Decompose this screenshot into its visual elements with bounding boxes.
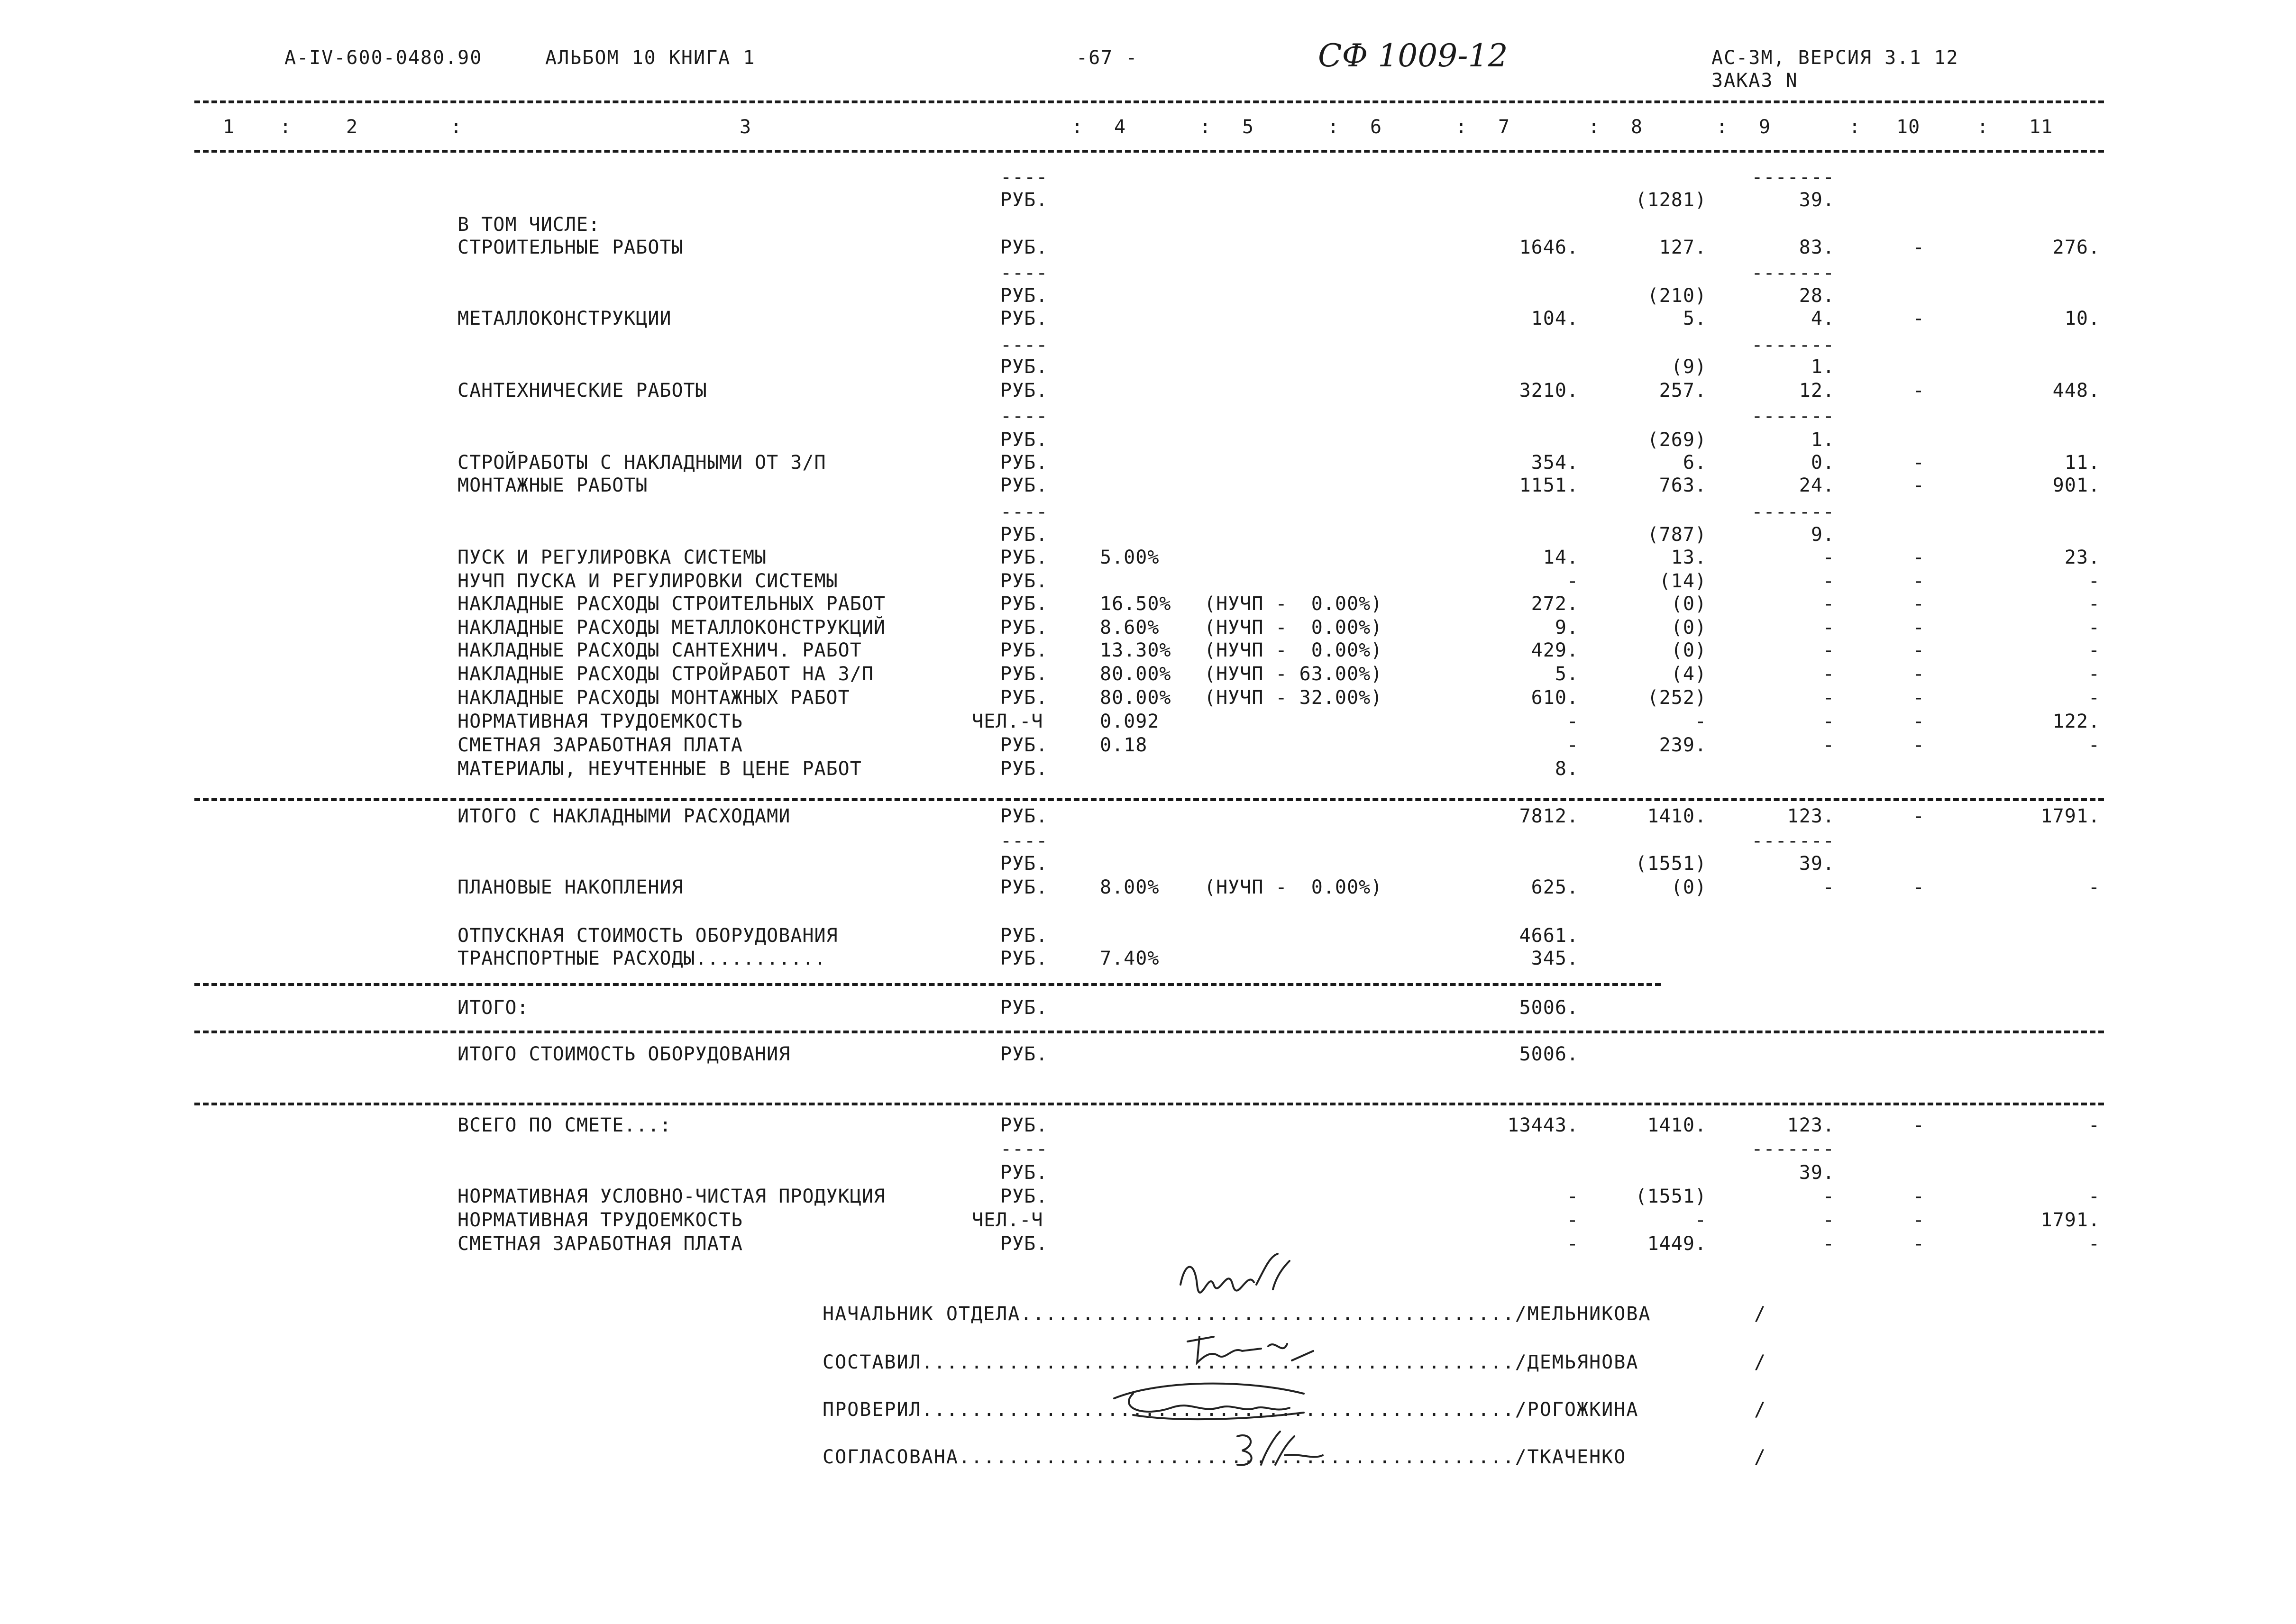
- row-col9: -: [1822, 639, 1835, 661]
- row-col10: -: [1912, 687, 1925, 709]
- row-unit: РУБ.: [1000, 948, 1048, 969]
- row-name: НАКЛАДНЫЕ РАСХОДЫ СТРОЙРАБОТ НА З/П: [457, 663, 874, 685]
- row-col7: 1646.: [1519, 237, 1579, 258]
- column-separator: :: [1199, 116, 1212, 138]
- row-unit: РУБ.: [1000, 663, 1048, 685]
- row-name: В ТОМ ЧИСЛЕ:: [457, 214, 600, 236]
- row-col8: (0): [1671, 617, 1707, 639]
- row-col11: -: [2088, 1233, 2100, 1255]
- row-col10: -: [1912, 452, 1925, 474]
- row-col9: 4.: [1811, 308, 1835, 329]
- row-unit: РУБ.: [1000, 356, 1048, 378]
- row-name: ИТОГО С НАКЛАДНЫМИ РАСХОДАМИ: [457, 805, 791, 827]
- row-unit: РУБ.: [1000, 997, 1048, 1019]
- row-col11: 11.: [2064, 452, 2100, 474]
- row-name: НАКЛАДНЫЕ РАСХОДЫ МЕТАЛЛОКОНСТРУКЦИЙ: [457, 617, 886, 639]
- rule-after-itogo: [194, 1031, 2104, 1033]
- row-col7: 7812.: [1519, 805, 1579, 827]
- row-name: СТРОИТЕЛЬНЫЕ РАБОТЫ: [457, 237, 684, 258]
- row-col9: -------: [1751, 830, 1835, 852]
- row-col9: 123.: [1787, 805, 1835, 827]
- row-col9: -: [1822, 570, 1835, 592]
- row-col11: 23.: [2064, 547, 2100, 568]
- row-overhead-note: (НУЧП - 0.00%): [1204, 876, 1383, 898]
- row-col8: -: [1694, 1209, 1707, 1231]
- row-col8: (1281): [1635, 189, 1707, 211]
- row-col9: -------: [1751, 262, 1835, 284]
- row-unit: РУБ.: [1000, 237, 1048, 258]
- row-unit: РУБ.: [1000, 308, 1048, 329]
- row-unit: РУБ.: [1000, 617, 1048, 639]
- row-col8: 127.: [1659, 237, 1707, 258]
- row-name: НУЧП ПУСКА И РЕГУЛИРОВКИ СИСТЕМЫ: [457, 570, 838, 592]
- row-col8: 1410.: [1647, 1114, 1707, 1136]
- row-col10: -: [1912, 593, 1925, 615]
- row-rate: 80.00%: [1100, 663, 1171, 685]
- column-separator: :: [1849, 116, 1861, 138]
- column-separator: :: [1716, 116, 1729, 138]
- row-unit: РУБ.: [1000, 853, 1048, 875]
- column-separator: :: [1977, 116, 1989, 138]
- column-separator: :: [1588, 116, 1601, 138]
- row-name: НОРМАТИВНАЯ ТРУДОЕМКОСТЬ: [457, 711, 743, 732]
- column-number: 11: [2029, 116, 2053, 138]
- row-name: ОТПУСКНАЯ СТОИМОСТЬ ОБОРУДОВАНИЯ: [457, 925, 838, 947]
- signature-line: СОСТАВИЛ................................................/ДЕМЬЯНОВА: [823, 1351, 1639, 1373]
- row-col10: -: [1912, 805, 1925, 827]
- row-col11: -: [2088, 570, 2100, 592]
- row-name: СМЕТНАЯ ЗАРАБОТНАЯ ПЛАТА: [457, 734, 743, 756]
- row-name: СТРОЙРАБОТЫ С НАКЛАДНЫМИ ОТ З/П: [457, 452, 826, 474]
- row-name: ИТОГО:: [457, 997, 529, 1019]
- row-unit: РУБ.: [1000, 1114, 1048, 1136]
- row-col10: -: [1912, 1186, 1925, 1207]
- row-col7: 8.: [1555, 758, 1579, 780]
- row-col11: -: [2088, 734, 2100, 756]
- row-rate: 7.40%: [1100, 948, 1160, 969]
- row-unit: РУБ.: [1000, 429, 1048, 451]
- column-number: 5: [1242, 116, 1254, 138]
- row-unit: РУБ.: [1000, 1043, 1048, 1065]
- row-col9: -: [1822, 547, 1835, 568]
- row-col11: 276.: [2052, 237, 2100, 258]
- signature-slash: /: [1754, 1303, 1766, 1325]
- row-name: СМЕТНАЯ ЗАРАБОТНАЯ ПЛАТА: [457, 1233, 743, 1255]
- row-col8: (4): [1671, 663, 1707, 685]
- row-name: НАКЛАДНЫЕ РАСХОДЫ СТРОИТЕЛЬНЫХ РАБОТ: [457, 593, 886, 615]
- row-col11: -: [2088, 593, 2100, 615]
- order-label: ЗАКАЗ N: [1711, 70, 1798, 91]
- row-col8: (1551): [1635, 1186, 1707, 1207]
- row-col8: (1551): [1635, 853, 1707, 875]
- row-unit: РУБ.: [1000, 758, 1048, 780]
- row-name: МАТЕРИАЛЫ, НЕУЧТЕННЫЕ В ЦЕНЕ РАБОТ: [457, 758, 862, 780]
- row-name: ТРАНСПОРТНЫЕ РАСХОДЫ...........: [457, 948, 826, 969]
- row-name: МЕТАЛЛОКОНСТРУКЦИИ: [457, 308, 672, 329]
- row-col8: 13.: [1671, 547, 1707, 568]
- row-col7: -: [1566, 1209, 1579, 1231]
- signature-slash: /: [1754, 1399, 1766, 1421]
- column-number: 6: [1370, 116, 1382, 138]
- row-name: САНТЕХНИЧЕСКИЕ РАБОТЫ: [457, 380, 707, 401]
- column-number: 10: [1896, 116, 1921, 138]
- row-col11: -: [2088, 617, 2100, 639]
- row-col9: -------: [1751, 1138, 1835, 1160]
- header-top-rule: [194, 100, 2104, 103]
- row-name: ИТОГО СТОИМОСТЬ ОБОРУДОВАНИЯ: [457, 1043, 791, 1065]
- row-rate: 0.092: [1100, 711, 1160, 732]
- row-col9: -: [1822, 876, 1835, 898]
- row-unit: РУБ.: [1000, 805, 1048, 827]
- row-col9: -: [1822, 1233, 1835, 1255]
- row-col10: -: [1912, 617, 1925, 639]
- column-number: 4: [1114, 116, 1126, 138]
- column-separator: :: [280, 116, 292, 138]
- row-col7: 610.: [1531, 687, 1579, 709]
- row-name: ПЛАНОВЫЕ НАКОПЛЕНИЯ: [457, 876, 684, 898]
- row-unit: РУБ.: [1000, 1186, 1048, 1207]
- row-col11: 1791.: [2040, 1209, 2100, 1231]
- row-col8: 6.: [1683, 452, 1707, 474]
- row-col11: -: [2088, 876, 2100, 898]
- row-col9: -------: [1751, 166, 1835, 188]
- row-col8: (14): [1659, 570, 1707, 592]
- row-name: МОНТАЖНЫЕ РАБОТЫ: [457, 474, 648, 496]
- row-name: НОРМАТИВНАЯ УСЛОВНО-ЧИСТАЯ ПРОДУКЦИЯ: [457, 1186, 886, 1207]
- row-col10: -: [1912, 639, 1925, 661]
- row-col7: 354.: [1531, 452, 1579, 474]
- row-col7: 13443.: [1507, 1114, 1579, 1136]
- row-col9: -: [1822, 1209, 1835, 1231]
- row-unit: ----: [1000, 830, 1048, 852]
- rule-before-totals: [194, 798, 2104, 801]
- row-col7: 429.: [1531, 639, 1579, 661]
- row-col9: -: [1822, 663, 1835, 685]
- row-unit: РУБ.: [1000, 380, 1048, 401]
- column-number: 1: [223, 116, 235, 138]
- row-unit: ----: [1000, 334, 1048, 356]
- row-unit: РУБ.: [1000, 570, 1048, 592]
- row-col8: (0): [1671, 639, 1707, 661]
- row-overhead-note: (НУЧП - 32.00%): [1204, 687, 1383, 709]
- row-col9: -: [1822, 687, 1835, 709]
- column-separator: :: [1071, 116, 1084, 138]
- row-col7: -: [1566, 570, 1579, 592]
- row-unit: ЧЕЛ.-Ч: [972, 1209, 1043, 1231]
- signature-line: ПРОВЕРИЛ................................................/РОГОЖКИНА: [823, 1399, 1639, 1421]
- row-col7: -: [1566, 711, 1579, 732]
- row-col11: 448.: [2052, 380, 2100, 401]
- row-col11: 901.: [2052, 474, 2100, 496]
- row-col11: -: [2088, 1114, 2100, 1136]
- row-col11: -: [2088, 639, 2100, 661]
- row-unit: РУБ.: [1000, 734, 1048, 756]
- row-unit: РУБ.: [1000, 876, 1048, 898]
- row-col11: 1791.: [2040, 805, 2100, 827]
- row-col8: (0): [1671, 593, 1707, 615]
- row-unit: РУБ.: [1000, 1233, 1048, 1255]
- row-col9: -: [1822, 593, 1835, 615]
- row-col10: -: [1912, 734, 1925, 756]
- row-unit: РУБ.: [1000, 1162, 1048, 1184]
- handwritten-signature: [1233, 1427, 1441, 1481]
- column-number: 8: [1631, 116, 1643, 138]
- row-unit: РУБ.: [1000, 452, 1048, 474]
- signature-line: СОГЛАСОВАНА............................................./ТКАЧЕНКО: [823, 1446, 1627, 1468]
- row-col9: -: [1822, 1186, 1835, 1207]
- row-col8: (252): [1647, 687, 1707, 709]
- row-name: НАКЛАДНЫЕ РАСХОДЫ МОНТАЖНЫХ РАБОТ: [457, 687, 850, 709]
- row-col11: -: [2088, 687, 2100, 709]
- row-col7: -: [1566, 1186, 1579, 1207]
- row-rate: 0.18: [1100, 734, 1148, 756]
- row-unit: РУБ.: [1000, 285, 1048, 307]
- column-number: 3: [740, 116, 752, 138]
- row-unit: РУБ.: [1000, 189, 1048, 211]
- rule-before-itogo: [194, 983, 1661, 986]
- row-unit: РУБ.: [1000, 639, 1048, 661]
- row-unit: ----: [1000, 501, 1048, 523]
- row-col9: -------: [1751, 334, 1835, 356]
- row-col7: 5.: [1555, 663, 1579, 685]
- column-separator: :: [1455, 116, 1468, 138]
- row-unit: РУБ.: [1000, 474, 1048, 496]
- row-name: НАКЛАДНЫЕ РАСХОДЫ САНТЕХНИЧ. РАБОТ: [457, 639, 862, 661]
- row-col9: 9.: [1811, 524, 1835, 546]
- row-col10: -: [1912, 711, 1925, 732]
- row-col10: -: [1912, 308, 1925, 329]
- row-col7: -: [1566, 734, 1579, 756]
- signature-slash: /: [1754, 1351, 1766, 1373]
- row-col9: 39.: [1799, 853, 1835, 875]
- row-col8: -: [1694, 711, 1707, 732]
- row-col11: 122.: [2052, 711, 2100, 732]
- row-col7: 1151.: [1519, 474, 1579, 496]
- row-col10: -: [1912, 1114, 1925, 1136]
- row-col9: 83.: [1799, 237, 1835, 258]
- row-rate: 80.00%: [1100, 687, 1171, 709]
- row-rate: 16.50%: [1100, 593, 1171, 615]
- row-col7: 272.: [1531, 593, 1579, 615]
- row-col7: -: [1566, 1233, 1579, 1255]
- row-col9: -: [1822, 711, 1835, 732]
- row-col7: 5006.: [1519, 997, 1579, 1019]
- row-overhead-note: (НУЧП - 0.00%): [1204, 639, 1383, 661]
- row-col9: -: [1822, 617, 1835, 639]
- row-col9: -: [1822, 734, 1835, 756]
- row-col10: -: [1912, 663, 1925, 685]
- row-unit: ----: [1000, 262, 1048, 284]
- row-overhead-note: (НУЧП - 63.00%): [1204, 663, 1383, 685]
- row-col8: 763.: [1659, 474, 1707, 496]
- row-col9: -------: [1751, 501, 1835, 523]
- row-col9: 1.: [1811, 429, 1835, 451]
- column-separator: :: [450, 116, 463, 138]
- row-col8: 1410.: [1647, 805, 1707, 827]
- signature-slash: /: [1754, 1446, 1766, 1468]
- row-col11: -: [2088, 663, 2100, 685]
- handwritten-signature: [1176, 1251, 1384, 1305]
- handwritten-code: СФ 1009-12: [1318, 37, 1508, 74]
- row-col9: 39.: [1799, 189, 1835, 211]
- row-col8: 5.: [1683, 308, 1707, 329]
- row-unit: РУБ.: [1000, 547, 1048, 568]
- row-col9: -------: [1751, 405, 1835, 427]
- row-col9: 123.: [1787, 1114, 1835, 1136]
- row-col9: 12.: [1799, 380, 1835, 401]
- row-overhead-note: (НУЧП - 0.00%): [1204, 593, 1383, 615]
- row-col10: -: [1912, 380, 1925, 401]
- row-col10: -: [1912, 237, 1925, 258]
- row-rate: 5.00%: [1100, 547, 1160, 568]
- row-unit: РУБ.: [1000, 925, 1048, 947]
- handwritten-signature: [1185, 1323, 1394, 1377]
- row-rate: 8.00%: [1100, 876, 1160, 898]
- system-version: АС-3М, ВЕРСИЯ 3.1 12: [1711, 47, 1959, 69]
- row-rate: 13.30%: [1100, 639, 1171, 661]
- row-col8: (9): [1671, 356, 1707, 378]
- row-unit: ----: [1000, 405, 1048, 427]
- row-overhead-note: (НУЧП - 0.00%): [1204, 617, 1383, 639]
- album-label: АЛЬБОМ 10 КНИГА 1: [545, 47, 756, 69]
- row-col7: 4661.: [1519, 925, 1579, 947]
- row-unit: ----: [1000, 1138, 1048, 1160]
- row-col9: 24.: [1799, 474, 1835, 496]
- row-col7: 104.: [1531, 308, 1579, 329]
- row-col8: (787): [1647, 524, 1707, 546]
- row-rate: 8.60%: [1100, 617, 1160, 639]
- row-col7: 14.: [1543, 547, 1579, 568]
- column-separator: :: [1327, 116, 1340, 138]
- column-number: 9: [1759, 116, 1771, 138]
- row-col10: -: [1912, 570, 1925, 592]
- row-col10: -: [1912, 876, 1925, 898]
- row-unit: ЧЕЛ.-Ч: [972, 711, 1043, 732]
- row-name: ПУСК И РЕГУЛИРОВКА СИСТЕМЫ: [457, 547, 767, 568]
- row-col7: 9.: [1555, 617, 1579, 639]
- row-col11: -: [2088, 1186, 2100, 1207]
- row-unit: РУБ.: [1000, 524, 1048, 546]
- row-col9: 1.: [1811, 356, 1835, 378]
- row-col8: 257.: [1659, 380, 1707, 401]
- row-name: ВСЕГО ПО СМЕТЕ...:: [457, 1114, 672, 1136]
- column-number: 2: [346, 116, 358, 138]
- row-col10: -: [1912, 474, 1925, 496]
- row-unit: РУБ.: [1000, 593, 1048, 615]
- page-number: -67 -: [1076, 47, 1138, 69]
- row-col8: (0): [1671, 876, 1707, 898]
- row-col11: 10.: [2064, 308, 2100, 329]
- rule-before-grand: [194, 1103, 2104, 1105]
- doc-code: А-IV-600-0480.90: [284, 47, 483, 69]
- row-col9: 39.: [1799, 1162, 1835, 1184]
- signature-line: НАЧАЛЬНИК ОТДЕЛА......................................../МЕЛЬНИКОВА: [823, 1303, 1651, 1325]
- row-col9: 28.: [1799, 285, 1835, 307]
- row-col8: (210): [1647, 285, 1707, 307]
- row-col8: (269): [1647, 429, 1707, 451]
- row-col7: 3210.: [1519, 380, 1579, 401]
- row-col10: -: [1912, 1233, 1925, 1255]
- row-col7: 5006.: [1519, 1043, 1579, 1065]
- column-number: 7: [1498, 116, 1510, 138]
- handwritten-signature: [1105, 1375, 1313, 1429]
- row-col10: -: [1912, 1209, 1925, 1231]
- row-col7: 625.: [1531, 876, 1579, 898]
- row-col9: 0.: [1811, 452, 1835, 474]
- row-col8: 1449.: [1647, 1233, 1707, 1255]
- row-col10: -: [1912, 547, 1925, 568]
- row-name: НОРМАТИВНАЯ ТРУДОЕМКОСТЬ: [457, 1209, 743, 1231]
- row-unit: ----: [1000, 166, 1048, 188]
- row-unit: РУБ.: [1000, 687, 1048, 709]
- row-col7: 345.: [1531, 948, 1579, 969]
- row-col8: 239.: [1659, 734, 1707, 756]
- header-bottom-rule: [194, 150, 2104, 153]
